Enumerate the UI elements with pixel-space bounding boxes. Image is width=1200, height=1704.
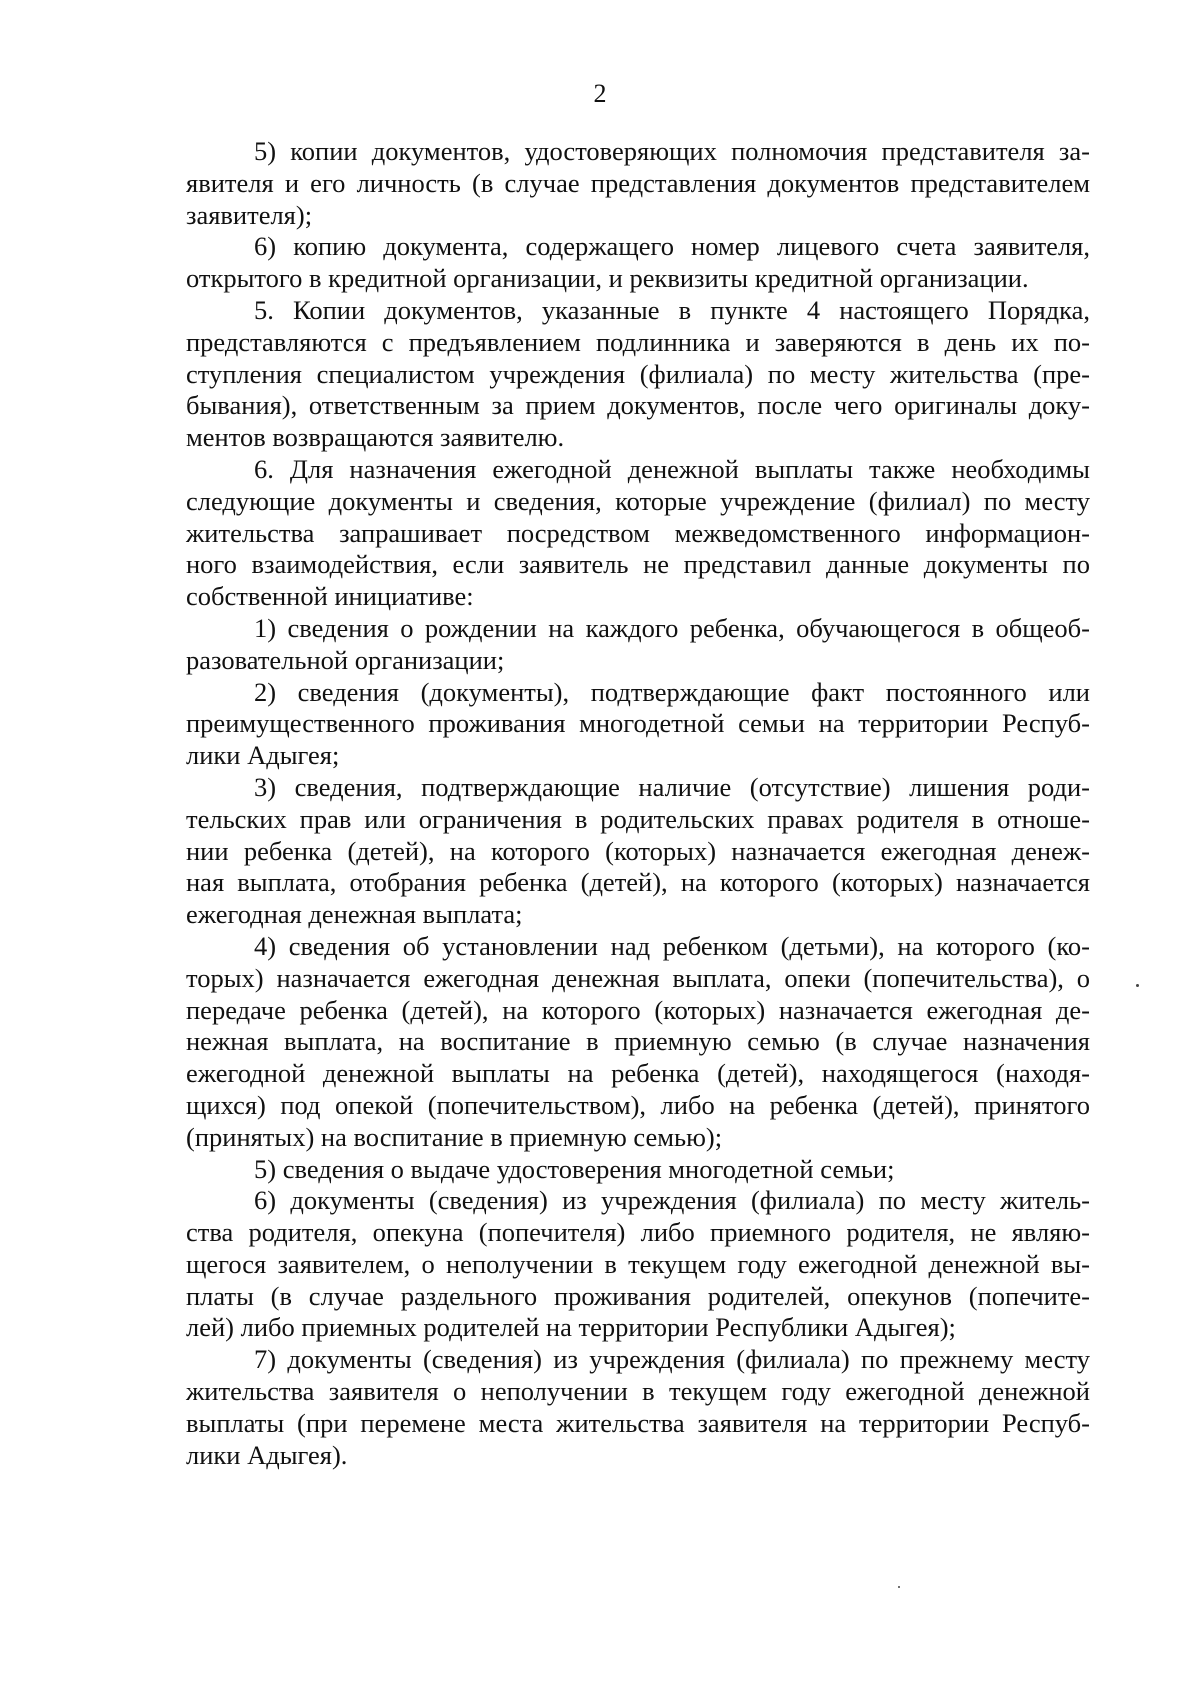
text-line: заявителя);	[186, 199, 313, 230]
paragraph	[186, 677, 1090, 772]
text-line: ного взаимодействия, если заявитель не представил данные документы по	[186, 549, 1090, 580]
scan-speck	[1136, 984, 1139, 987]
text-line: преимущественного проживания многодетной семьи на территории Респуб-	[186, 708, 1090, 739]
text-line: ежегодной денежной выплаты на ребенка (детей), находящегося (находя-	[186, 1058, 1090, 1089]
text-line: 3) сведения, подтверждающие наличие (отсутствие) лишения роди-	[254, 771, 1090, 802]
text-line: разовательной организации;	[186, 644, 505, 675]
text-line: представляются с предъявлением подлинника и заверяются в день их по-	[186, 326, 1090, 357]
paragraph	[186, 772, 1090, 931]
text-line: ментов возвращаются заявителю.	[186, 422, 565, 453]
text-line: жительства запрашивает посредством межведомственного информацион-	[186, 517, 1090, 548]
paragraph	[186, 1344, 1090, 1471]
text-line: 2) сведения (документы), подтверждающие факт постоянного или	[254, 676, 1090, 707]
text-line: нии ребенка (детей), на которого (которых) назначается ежегодная денеж-	[186, 835, 1090, 866]
paragraph	[186, 231, 1090, 295]
text-line: 6. Для назначения ежегодной денежной выплаты также необходимы	[254, 453, 1090, 484]
text-line: лики Адыгея).	[186, 1439, 348, 1470]
text-line: (принятых) на воспитание в приемную семью);	[186, 1121, 723, 1152]
text-line: выплаты (при перемене места жительства заявителя на территории Респуб-	[186, 1407, 1090, 1438]
text-line: нежная выплата, на воспитание в приемную семью (в случае назначения	[186, 1026, 1090, 1057]
text-line: открытого в кредитной организации, и реквизиты кредитной организации.	[186, 263, 1029, 294]
text-line: ная выплата, отобрания ребенка (детей), на которого (которых) назначается	[186, 867, 1090, 898]
text-line: торых) назначается ежегодная денежная выплата, опеки (попечительства), о	[186, 962, 1090, 993]
text-line: ступления специалистом учреждения (филиала) по месту жительства (пре-	[186, 358, 1090, 389]
text-line: жительства заявителя о неполучении в текущем году ежегодной денежной	[186, 1376, 1090, 1407]
text-line: лей) либо приемных родителей на территории Республики Адыгея);	[186, 1312, 956, 1343]
document-body	[186, 136, 1090, 1471]
scan-speck	[898, 1586, 900, 1588]
text-line: 1) сведения о рождении на каждого ребенка, обучающегося в общеоб-	[254, 612, 1090, 643]
text-line: щихся) под опекой (попечительством), либо на ребенка (детей), принятого	[186, 1089, 1090, 1120]
page-number: 2	[593, 79, 607, 108]
text-line: ежегодная денежная выплата;	[186, 899, 523, 930]
paragraph	[186, 454, 1090, 613]
text-line: 5. Копии документов, указанные в пункте 4 настоящего Порядка,	[254, 294, 1090, 325]
text-line: 4) сведения об установлении над ребенком (детьми), на которого (ко-	[254, 930, 1090, 961]
text-line: тельских прав или ограничения в родительских правах родителя в отноше-	[186, 803, 1090, 834]
text-line: 7) документы (сведения) из учреждения (филиала) по прежнему месту	[254, 1344, 1090, 1375]
text-line: платы (в случае раздельного проживания родителей, опекунов (попечите-	[186, 1280, 1090, 1311]
text-line: 6) документы (сведения) из учреждения (филиала) по месту житель-	[254, 1185, 1090, 1216]
paragraph	[186, 1185, 1090, 1344]
paragraph	[186, 613, 1090, 677]
text-line: собственной инициативе:	[186, 581, 474, 612]
text-line: щегося заявителем, о неполучении в текущем году ежегодной денежной вы-	[186, 1248, 1090, 1279]
paragraph	[186, 295, 1090, 454]
text-line: лики Адыгея;	[186, 740, 340, 771]
text-line: 5) копии документов, удостоверяющих полномочия представителя за-	[254, 136, 1090, 166]
text-line: бывания), ответственным за прием документов, после чего оригиналы доку-	[186, 390, 1090, 421]
text-line: 5) сведения о выдаче удостоверения многодетной семьи;	[254, 1153, 895, 1184]
paragraph	[186, 931, 1090, 1154]
text-line: 6) копию документа, содержащего номер лицевого счета заявителя,	[254, 231, 1090, 262]
text-line: следующие документы и сведения, которые учреждение (филиал) по месту	[186, 485, 1090, 516]
text-line: передаче ребенка (детей), на которого (которых) назначается ежегодная де-	[186, 994, 1090, 1025]
text-line: ства родителя, опекуна (попечителя) либо приемного родителя, не являю-	[186, 1217, 1090, 1248]
paragraph	[186, 1154, 1090, 1186]
text-line: явителя и его личность (в случае представления документов представителем	[186, 167, 1090, 198]
paragraph	[186, 136, 1090, 231]
